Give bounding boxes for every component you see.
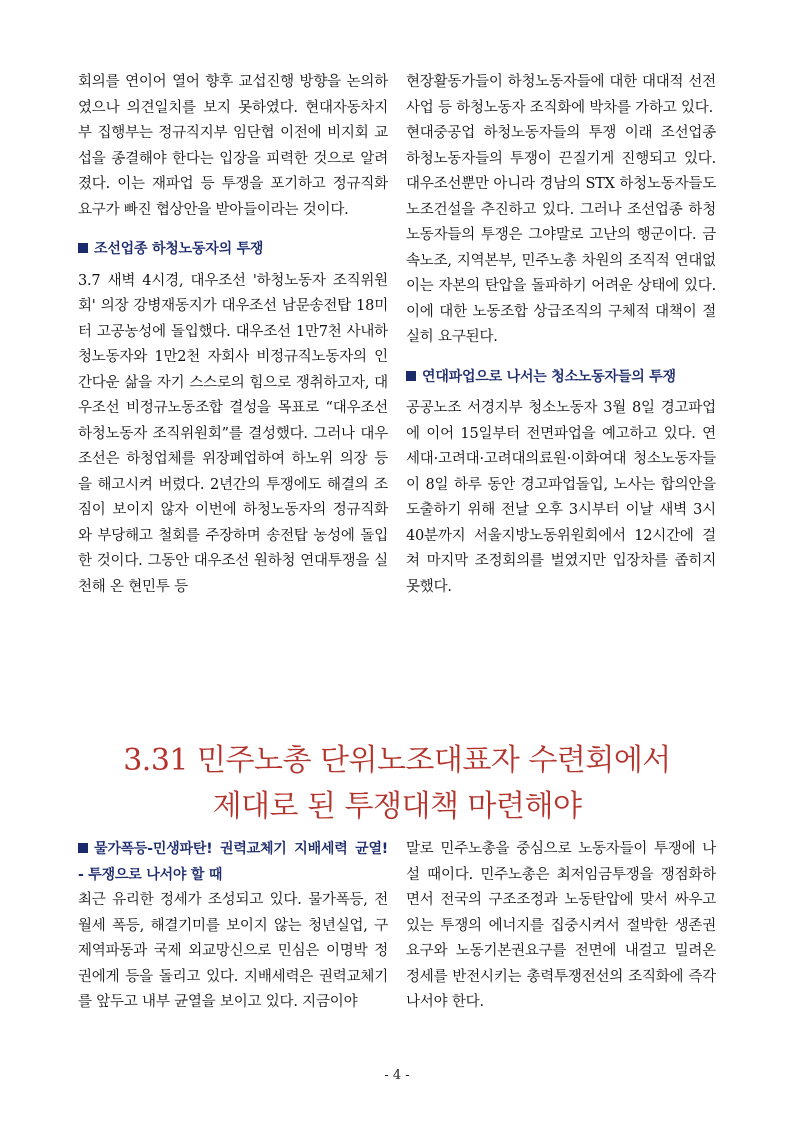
paragraph: 공공노조 서경지부 청소노동자 3월 8일 경고파업에 이어 15일부터 전면파업을 예고하고 있다. 연세대·고려대·고려대의료원·이화여대 청소노동자들이 8일 하루 동안 경고파업돌입, 노사는 합의안을 도출하기 위해 전날 오후 3시부터 이날 새벽 3시 40분까지 서울지방노동위원회에서 12시간에 걸쳐 마지막 조정회의를 벌였지만 입장차를 좁히지 못했다. <box>406 400 716 595</box>
section-heading <box>78 237 388 263</box>
article-headline <box>0 738 794 830</box>
paragraph: 회의를 연이어 열어 향후 교섭진행 방향을 논의하였으나 의견일치를 보지 못하였다. 현대자동차지부 집행부는 정규직지부 임단협 이전에 비지회 교섭을 종결해야 한다는 입장을 피력한 것으로 알려졌다. 이는 재파업 등 투쟁을 포기하고 정규직화 요구가 빠진 협상안을 받아들이라는 것이다. <box>78 74 388 218</box>
paragraph: 현장활동가들이 하청노동자들에 대한 대대적 선전사업 등 하청노동자 조직화에 박차를 가하고 있다. <box>406 74 716 116</box>
section-heading-text: 연대파업으로 나서는 청소노동자들의 투쟁 <box>422 368 676 385</box>
paragraph: 현대중공업 하청노동자들의 투쟁 이래 조선업종 하청노동자들의 투쟁이 끈질기게 진행되고 있다. 대우조선뿐만 아니라 경남의 STX 하청노동자들도 노조건설을 추진하고 있다. 그러나 조선업종 하청노동자들의 투쟁은 그야말로 고난의 행군이다. 금속노조, 지역본부, 민주노총 차원의 조직적 연대없이는 자본의 탄압을 돌파하기 어려운 상태에 있다. 이에 대한 노동조합 상급조직의 구체적 대책이 절실히 요구된다. <box>406 125 716 345</box>
page-number: - 4 - <box>384 1068 410 1083</box>
article-column-top-left <box>78 70 388 600</box>
paragraph: 최근 유리한 정세가 조성되고 있다. 물가폭등, 전월세 폭등, 해결기미를 보이지 않는 청년실업, 구제역파동과 국제 외교망신으로 민심은 이명박 정권에게 등을 돌리고 있다. 지배세력은 권력교체기를 앞두고 내부 균열을 보이고 있다. 지금이야 <box>78 892 388 1010</box>
section-heading <box>406 365 716 391</box>
paragraph: 3.7 새벽 4시경, 대우조선 '하청노동자 조직위원회' 의장 강병재동지가 대우조선 남문송전탑 18미터 고공농성에 돌입했다. 대우조선 1만7천 사내하청노동자와 1만2천 자회사 비정규직노동자의 인간다운 삶을 자기 스스로의 힘으로 쟁취하고자, 대우조선 비정규노동조합 결성을 목표로 “대우조선 하청노동자 조직위원회”를 결성했다. 그러나 대우조선은 하청업체를 위장폐업하여 하노위 의장 등을 해고시켜 버렸다. 2년간의 투쟁에도 해결의 조짐이 보이지 않자 이번에 하청노동자의 정규직화와 부당해고 철회를 주장하며 송전탑 농성에 돌입한 것이다. 그동안 대우조선 원하청 연대투쟁을 실천해 온 현민투 등 <box>78 272 388 595</box>
square-bullet-icon <box>78 843 88 853</box>
square-bullet-icon <box>406 371 416 381</box>
headline-line-1: 3.31 민주노총 단위노조대표자 수련회에서 <box>123 743 671 778</box>
article-column-bottom-right <box>406 837 716 1016</box>
article-column-bottom-left <box>78 837 388 1016</box>
square-bullet-icon <box>78 243 88 253</box>
headline-line-2: 제대로 된 투쟁대책 마련해야 <box>212 789 582 824</box>
section-heading-text: 조선업종 하청노동자의 투쟁 <box>94 241 264 257</box>
section-heading <box>78 837 388 888</box>
article-column-top-right <box>406 70 716 600</box>
paragraph: 말로 민주노총을 중심으로 노동자들이 투쟁에 나설 때이다. 민주노총은 최저임금투쟁을 쟁점화하면서 전국의 구조조정과 노동탄압에 맞서 싸우고 있는 투쟁의 에너지를 집중시켜서 절박한 생존권요구와 노동기본권요구를 전면에 내걸고 밀려온 정세를 반전시키는 총력투쟁전선의 조직화에 즉각 나서야 한다. <box>406 841 716 1010</box>
section-heading-text: 물가폭등-민생파탄! 권력교체기 지배세력 균열! - 투쟁으로 나서야 할 때 <box>78 841 388 883</box>
